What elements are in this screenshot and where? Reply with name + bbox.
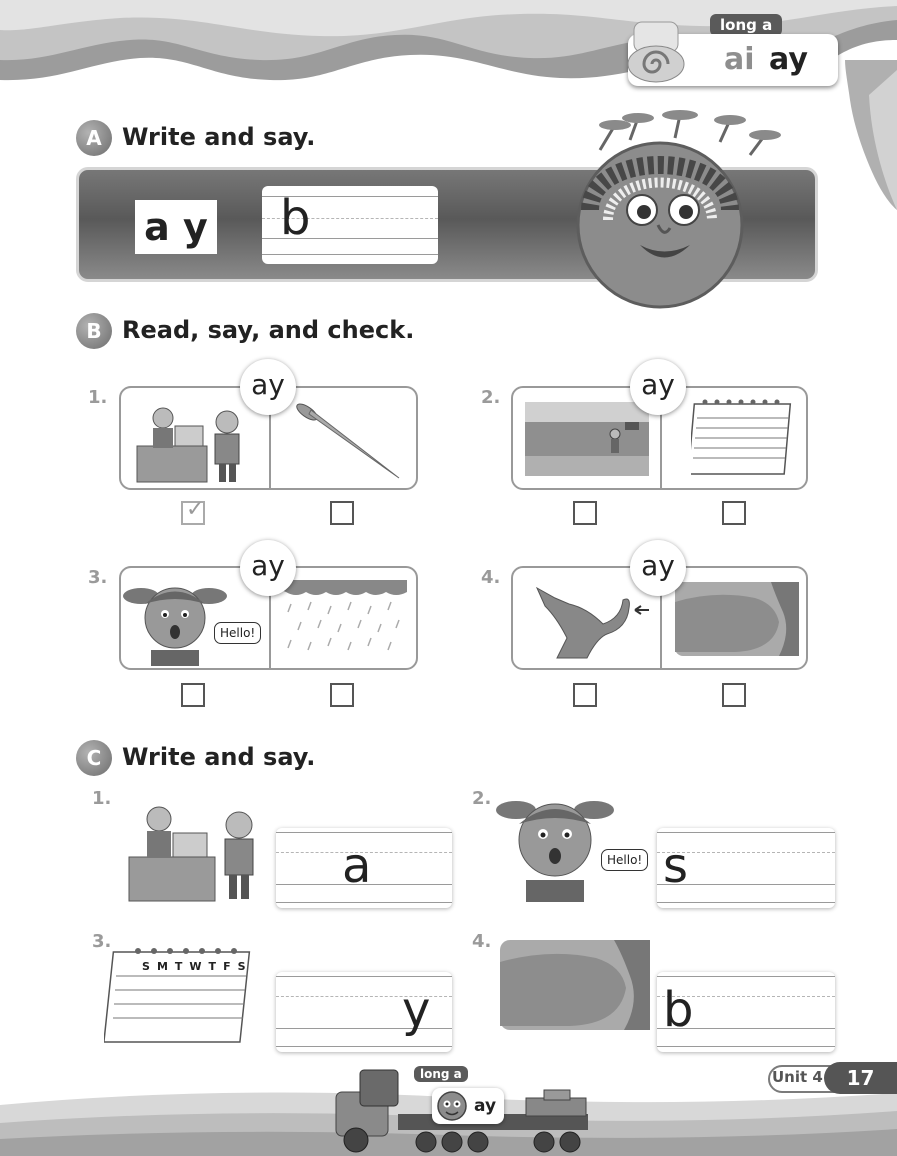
b3-left-checkbox[interactable]	[181, 683, 205, 707]
c2-hint-letter: s	[663, 838, 689, 894]
c2-write-lines[interactable]	[657, 828, 835, 908]
b4-left-checkbox[interactable]	[573, 683, 597, 707]
c3-write-lines[interactable]	[276, 972, 452, 1052]
header-spelling-ay: ay	[769, 42, 808, 77]
b4-number: 4.	[481, 567, 501, 588]
b2-number: 2.	[481, 387, 501, 408]
b3-right-checkbox[interactable]	[330, 683, 354, 707]
mascot-island-face	[560, 110, 790, 310]
section-c-marker: C	[76, 740, 112, 776]
section-c-title: Write and say.	[122, 743, 316, 771]
b4-kangaroo-picture	[517, 578, 657, 664]
c2-girl-picture	[496, 788, 614, 902]
section-a-hint-letter: b	[280, 190, 311, 246]
b3-bubble: ay	[240, 540, 296, 596]
c3-hint-letter: y	[402, 982, 431, 1038]
roll-icon	[624, 20, 688, 84]
footer-mascot-icon	[436, 1090, 468, 1122]
b2-calendar-picture	[691, 396, 797, 482]
b2-train-picture	[525, 402, 649, 476]
c4-number: 4.	[472, 931, 492, 952]
header-spelling-ai: ai	[724, 42, 755, 77]
c2-speech-bubble: Hello!	[601, 849, 648, 871]
calendar-day-header: SMTWTFS	[142, 960, 253, 973]
section-a-write-lines[interactable]	[262, 186, 438, 264]
b2-left-checkbox[interactable]	[573, 501, 597, 525]
b4-lake-picture	[675, 582, 799, 656]
b1-shop-picture	[135, 396, 255, 484]
b3-number: 3.	[88, 567, 108, 588]
b1-right-checkbox[interactable]	[330, 501, 354, 525]
b4-right-checkbox[interactable]	[722, 683, 746, 707]
footer-spelling: ay	[474, 1096, 497, 1116]
section-a-marker: A	[76, 120, 112, 156]
b4-bubble: ay	[630, 540, 686, 596]
footer-tag: long a	[414, 1066, 468, 1082]
curtain-side	[845, 60, 897, 210]
unit-label: Unit 4	[772, 1068, 823, 1086]
b3-rain-picture	[281, 580, 407, 664]
page-number: 17	[824, 1062, 897, 1094]
c3-number: 3.	[92, 931, 112, 952]
b1-left-checkbox[interactable]: ✓	[181, 501, 205, 525]
c2-number: 2.	[472, 788, 492, 809]
b1-nail-picture	[293, 398, 405, 482]
c1-number: 1.	[92, 788, 112, 809]
word-card: a y	[135, 200, 217, 254]
c1-shop-picture	[127, 795, 273, 903]
b3-girl-picture	[123, 574, 227, 666]
c4-lake-picture	[500, 940, 650, 1030]
b2-right-checkbox[interactable]	[722, 501, 746, 525]
section-a-title: Write and say.	[122, 123, 316, 151]
c4-write-lines[interactable]	[657, 972, 835, 1052]
b1-number: 1.	[88, 387, 108, 408]
c1-write-lines[interactable]	[276, 828, 452, 908]
b2-bubble: ay	[630, 359, 686, 415]
c1-hint-letter: a	[342, 838, 372, 894]
b1-bubble: ay	[240, 359, 296, 415]
section-b-marker: B	[76, 313, 112, 349]
header-tag: long a	[710, 14, 782, 36]
c4-hint-letter: b	[663, 982, 694, 1038]
b3-speech-bubble: Hello!	[214, 622, 261, 644]
c3-calendar-picture	[104, 946, 260, 1046]
section-b-title: Read, say, and check.	[122, 316, 415, 344]
